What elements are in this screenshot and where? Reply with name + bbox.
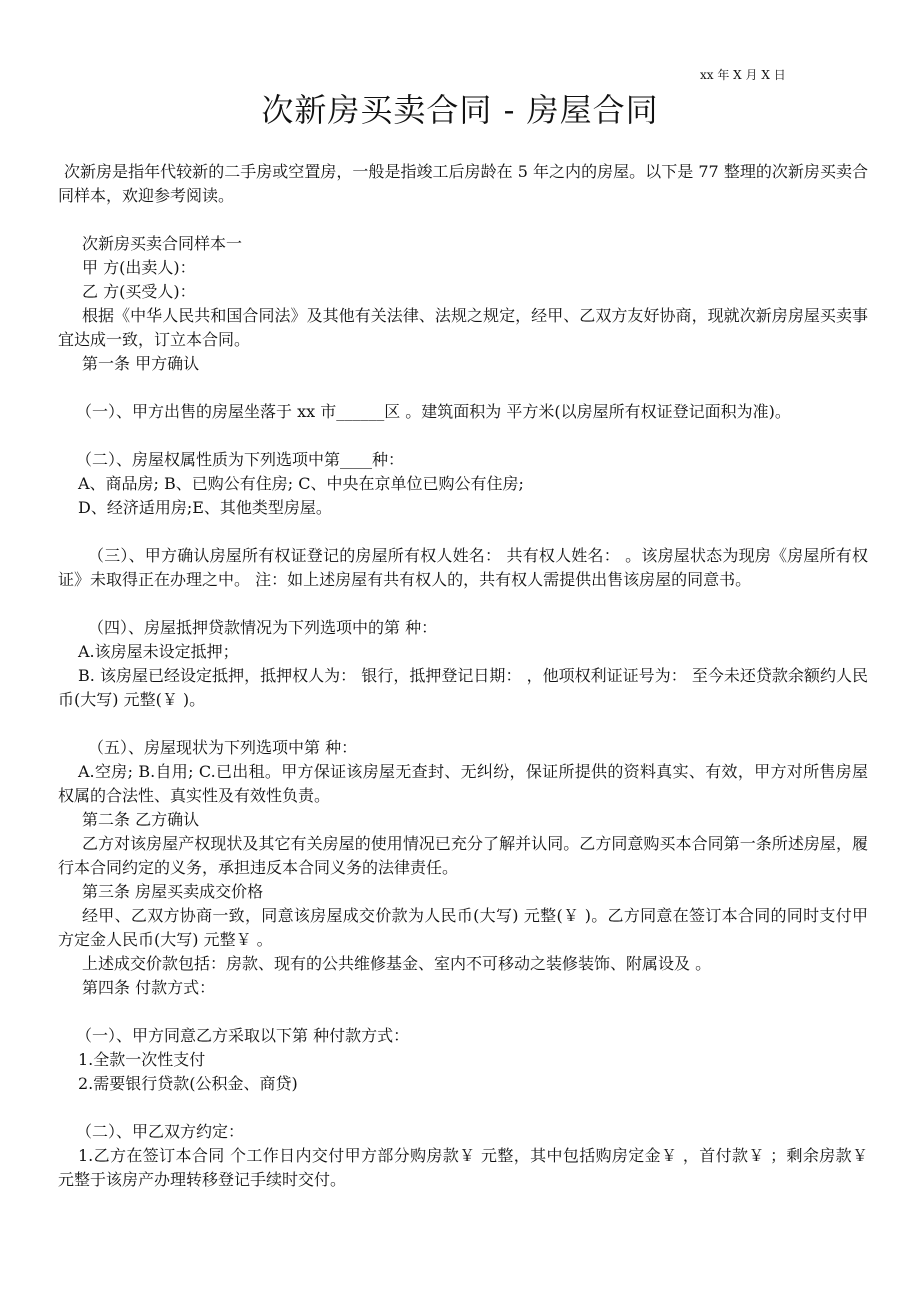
spacer — [58, 424, 868, 448]
document-body — [58, 160, 868, 1192]
article-4-clause-1-head: （一）、甲方同意乙方采取以下第 种付款方式： — [76, 1026, 410, 1045]
article-3-text-1: 经甲、乙双方协商一致，同意该房屋成交价款为人民币(大写) 元整(￥ )。乙方同意在签订本合同的同时支付甲方定金人民币(大写) 元整￥ 。 — [58, 906, 868, 949]
article-1-clause-1: （一）、甲方出售的房屋坐落于 xx 市______区 。建筑面积为 平方米(以房屋所有权证登记面积为准)。 — [76, 402, 791, 421]
article-1-clause-5-head: （五）、房屋现状为下列选项中第 种： — [88, 738, 358, 757]
article-1-clause-4-option-a: A.该房屋未设定抵押； — [78, 642, 239, 661]
spacer — [58, 592, 868, 616]
preamble-paragraph: 根据《中华人民共和国合同法》及其他有关法律、法规之规定，经甲、乙双方友好协商，现就次新房房屋买卖事宜达成一致，订立本合同。 — [58, 306, 868, 349]
article-3-title: 第三条 房屋买卖成交价格 — [82, 882, 264, 901]
article-1-clause-4-head: （四）、房屋抵押贷款情况为下列选项中的第 种： — [88, 618, 438, 637]
article-4-clause-1-option-2: 2.需要银行贷款(公积金、商贷) — [78, 1074, 298, 1093]
article-4-clause-2-head: （二）、甲乙双方约定： — [76, 1122, 245, 1141]
spacer — [58, 1096, 868, 1120]
spacer — [58, 520, 868, 544]
article-4-clause-1-option-1: 1.全款一次性支付 — [78, 1050, 206, 1069]
article-2-title: 第二条 乙方确认 — [82, 810, 200, 829]
article-1-clause-2-options-d: D、经济适用房;E、其他类型房屋。 — [78, 498, 332, 517]
spacer — [58, 208, 868, 232]
article-1-clause-4-option-b: B. 该房屋已经设定抵押，抵押权人为： 银行，抵押登记日期： ，他项权利证证号为： 至今未还贷款余额约人民币(大写) 元整(￥ )。 — [58, 666, 868, 709]
article-1-clause-5-options: A.空房; B.自用; C.已出租。甲方保证该房屋无查封、无纠纷，保证所提供的资料真实、有效，甲方对所售房屋权属的合法性、真实性及有效性负责。 — [58, 762, 868, 805]
article-1-title: 第一条 甲方确认 — [82, 354, 200, 373]
article-4-title: 第四条 付款方式： — [82, 978, 216, 997]
article-3-text-2: 上述成交价款包括：房款、现有的公共维修基金、室内不可移动之装修装饰、附属设及 。 — [82, 954, 712, 973]
article-4-clause-2-item-1: 1.乙方在签订本合同 个工作日内交付甲方部分购房款￥ 元整，其中包括购房定金￥ ，首付款￥ ；剩余房款￥ 元整于该房产办理转移登记手续时交付。 — [58, 1146, 868, 1189]
spacer — [58, 1000, 868, 1024]
article-1-clause-2-head: （二）、房屋权属性质为下列选项中第____种： — [76, 450, 405, 469]
party-a-line: 甲 方(出卖人)： — [82, 258, 196, 277]
party-b-line: 乙 方(买受人)： — [82, 282, 196, 301]
intro-paragraph: 次新房是指年代较新的二手房或空置房，一般是指竣工后房龄在 5 年之内的房屋。以下是 77 整理的次新房买卖合同样本，欢迎参考阅读。 — [58, 162, 868, 205]
spacer — [58, 376, 868, 400]
document-title: 次新房买卖合同 - 房屋合同 — [261, 91, 659, 129]
sample-title: 次新房买卖合同样本一 — [82, 234, 243, 253]
article-2-text: 乙方对该房屋产权现状及其它有关房屋的使用情况已充分了解并认同。乙方同意购买本合同第一条所述房屋，履行本合同约定的义务，承担违反本合同义务的法律责任。 — [58, 834, 868, 877]
article-1-clause-3: （三）、甲方确认房屋所有权证登记的房屋所有权人姓名： 共有权人姓名： 。该房屋状态为现房《房屋所有权证》未取得正在办理之中。 注：如上述房屋有共有权人的，共有权人需提供出售该房屋的同意书。 — [58, 546, 868, 589]
spacer — [58, 712, 868, 736]
document-date: xx 年 X 月 X 日 — [700, 68, 786, 82]
article-1-clause-2-options-a: A、商品房; B、已购公有住房; C、中央在京单位已购公有住房; — [78, 474, 524, 493]
